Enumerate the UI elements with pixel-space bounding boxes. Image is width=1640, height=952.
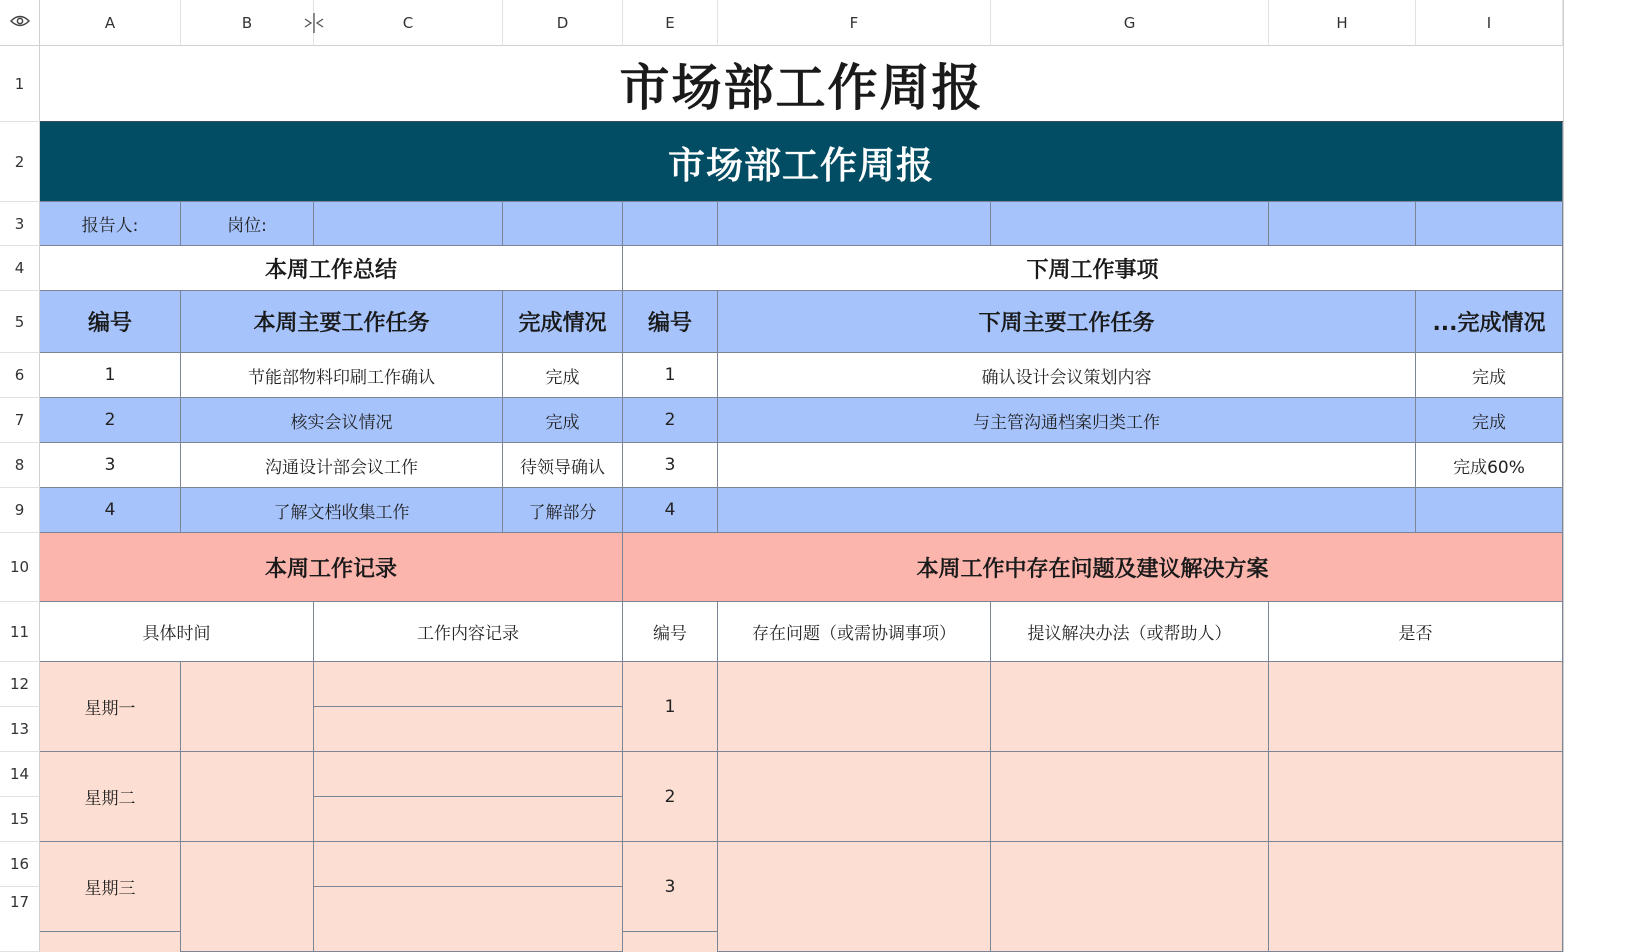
record-time-header[interactable]: 具体时间 — [40, 602, 314, 662]
table-row-cell[interactable]: 完成 — [1416, 398, 1563, 443]
issue-cell[interactable] — [718, 662, 991, 752]
work-record-heading: 本周工作记录 — [264, 556, 397, 582]
header-this-week-tasks: 本周主要工作任务 — [253, 311, 430, 336]
table-row-cell[interactable]: 2 — [40, 398, 181, 443]
table-row-cell[interactable]: 3 — [40, 443, 181, 488]
table-row-cell[interactable]: 3 — [623, 443, 718, 488]
column-header-c[interactable]: C — [314, 0, 503, 46]
this-week-summary-heading: 本周工作总结 — [264, 257, 397, 283]
row-header-14[interactable]: 14 — [0, 752, 40, 797]
next-week-items-cell[interactable] — [623, 246, 1563, 291]
cell-d3[interactable] — [503, 202, 623, 246]
header-no-cell[interactable] — [40, 291, 181, 353]
table-row-cell[interactable]: 完成 — [1416, 353, 1563, 398]
issue-no-cell[interactable]: 3 — [623, 842, 718, 932]
row-header-3[interactable]: 3 — [0, 202, 40, 246]
day-time-cell[interactable] — [181, 662, 314, 752]
table-row-cell[interactable]: 1 — [623, 353, 718, 398]
row-header-6[interactable]: 6 — [0, 353, 40, 398]
row-header-7[interactable]: 7 — [0, 398, 40, 443]
header-status: 完成情况 — [518, 311, 607, 336]
issues-cell[interactable] — [623, 533, 1563, 602]
banner-title: 市场部工作周报 — [668, 143, 934, 187]
eye-icon[interactable] — [10, 13, 30, 32]
row-header-17[interactable]: 17 — [0, 887, 40, 952]
table-row-cell[interactable]: 了解文档收集工作 — [181, 488, 503, 533]
yesno-header[interactable]: 是否 — [1269, 602, 1563, 662]
solution-header[interactable]: 提议解决办法（或帮助人） — [991, 602, 1269, 662]
day-cell[interactable]: 星期二 — [40, 752, 181, 842]
record-content-cell[interactable] — [314, 797, 623, 842]
record-content-cell[interactable] — [314, 887, 623, 952]
this-week-summary-cell[interactable] — [40, 246, 623, 291]
column-header-f[interactable]: F — [718, 0, 991, 46]
reporter-label: 报告人: — [81, 216, 139, 236]
yesno-cell[interactable] — [1269, 842, 1563, 952]
header-status-cell[interactable] — [503, 291, 623, 353]
table-row-cell[interactable]: 沟通设计部会议工作 — [181, 443, 503, 488]
solution-cell[interactable] — [991, 662, 1269, 752]
sheet-title-cell[interactable] — [40, 46, 1563, 122]
day-cell[interactable]: 星期一 — [40, 662, 181, 752]
yesno-cell[interactable] — [1269, 662, 1563, 752]
work-record-cell[interactable] — [40, 533, 623, 602]
header-this-week-tasks-cell[interactable] — [181, 291, 503, 353]
table-row-cell[interactable] — [718, 443, 1416, 488]
position-label: 岗位: — [227, 216, 267, 236]
column-header-e[interactable]: E — [623, 0, 718, 46]
cell-g3[interactable] — [991, 202, 1269, 246]
table-row-cell[interactable]: 待领导确认 — [503, 443, 623, 488]
table-row-cell[interactable]: 2 — [623, 398, 718, 443]
next-week-items-heading: 下周工作事项 — [1026, 257, 1159, 283]
table-row-cell[interactable]: 完成 — [503, 353, 623, 398]
table-row-cell[interactable]: 节能部物料印刷工作确认 — [181, 353, 503, 398]
issue-no-cell-overflow[interactable] — [623, 932, 718, 952]
issue-no-cell[interactable]: 1 — [623, 662, 718, 752]
column-header-a[interactable]: A — [40, 0, 181, 46]
record-content-cell[interactable] — [314, 707, 623, 752]
day-cell-overflow[interactable] — [40, 932, 181, 952]
solution-cell[interactable] — [991, 752, 1269, 842]
column-header-i[interactable]: I — [1416, 0, 1563, 46]
header-next-week-tasks-cell[interactable] — [718, 291, 1416, 353]
table-row-cell[interactable] — [1416, 488, 1563, 533]
record-content-cell[interactable] — [314, 662, 623, 707]
row-header-1[interactable]: 1 — [0, 46, 40, 122]
reporter-label-cell[interactable] — [40, 202, 181, 246]
solution-cell[interactable] — [991, 842, 1269, 952]
table-row-cell[interactable]: 4 — [40, 488, 181, 533]
issue-cell[interactable] — [718, 752, 991, 842]
table-row-cell[interactable]: 完成 — [503, 398, 623, 443]
sheet-right-margin — [1563, 0, 1640, 952]
cell-h3[interactable] — [1269, 202, 1416, 246]
row-header-5[interactable]: 5 — [0, 291, 40, 353]
cell-e3[interactable] — [623, 202, 718, 246]
sheet-title: 市场部工作周报 — [619, 58, 984, 117]
row-header-10[interactable]: 10 — [0, 533, 40, 602]
row-header-9[interactable]: 9 — [0, 488, 40, 533]
header-next-no-cell[interactable] — [623, 291, 718, 353]
record-content-cell[interactable] — [314, 752, 623, 797]
header-no: 编号 — [87, 311, 132, 336]
table-row-cell[interactable] — [718, 488, 1416, 533]
record-content-cell[interactable] — [314, 842, 623, 887]
row-header-2[interactable]: 2 — [0, 122, 40, 202]
day-cell[interactable]: 星期三 — [40, 842, 181, 932]
position-label-cell[interactable] — [181, 202, 314, 246]
table-row-cell[interactable]: 了解部分 — [503, 488, 623, 533]
issue-header[interactable]: 存在问题（或需协调事项） — [718, 602, 991, 662]
row-header-16[interactable]: 16 — [0, 842, 40, 887]
row-header-8[interactable]: 8 — [0, 443, 40, 488]
table-row-cell[interactable]: 确认设计会议策划内容 — [718, 353, 1416, 398]
table-row-cell[interactable]: 与主管沟通档案归类工作 — [718, 398, 1416, 443]
row-header-13[interactable]: 13 — [0, 707, 40, 752]
record-content-header[interactable]: 工作内容记录 — [314, 602, 623, 662]
table-row-cell[interactable]: 4 — [623, 488, 718, 533]
day-time-cell[interactable] — [181, 752, 314, 842]
row-header-15[interactable]: 15 — [0, 797, 40, 842]
column-header-h[interactable]: H — [1269, 0, 1416, 46]
column-header-g[interactable]: G — [991, 0, 1269, 46]
header-next-week-tasks: 下周主要工作任务 — [978, 311, 1155, 336]
row-header-12[interactable]: 12 — [0, 662, 40, 707]
table-row-cell[interactable]: 核实会议情况 — [181, 398, 503, 443]
select-all-corner[interactable] — [0, 0, 40, 46]
column-header-b[interactable]: B — [181, 0, 314, 46]
issues-heading: 本周工作中存在问题及建议解决方案 — [916, 556, 1269, 582]
issue-cell[interactable] — [718, 842, 991, 952]
day-time-cell[interactable] — [181, 842, 314, 952]
yesno-cell[interactable] — [1269, 752, 1563, 842]
issue-no-cell[interactable]: 2 — [623, 752, 718, 842]
cell-i3[interactable] — [1416, 202, 1563, 246]
cell-c3[interactable] — [314, 202, 503, 246]
banner-cell[interactable] — [40, 122, 1563, 202]
issue-no-header[interactable]: 编号 — [623, 602, 718, 662]
row-header-11[interactable]: 11 — [0, 602, 40, 662]
table-row-cell[interactable]: 1 — [40, 353, 181, 398]
row-header-4[interactable]: 4 — [0, 246, 40, 291]
cell-f3[interactable] — [718, 202, 991, 246]
header-next-no: 编号 — [647, 311, 692, 336]
table-row-cell[interactable]: 完成60% — [1416, 443, 1563, 488]
header-next-status: ...完成情况 — [1432, 311, 1546, 336]
column-header-d[interactable]: D — [503, 0, 623, 46]
column-resize-icon[interactable] — [300, 10, 328, 36]
header-next-status-cell[interactable] — [1416, 291, 1563, 353]
